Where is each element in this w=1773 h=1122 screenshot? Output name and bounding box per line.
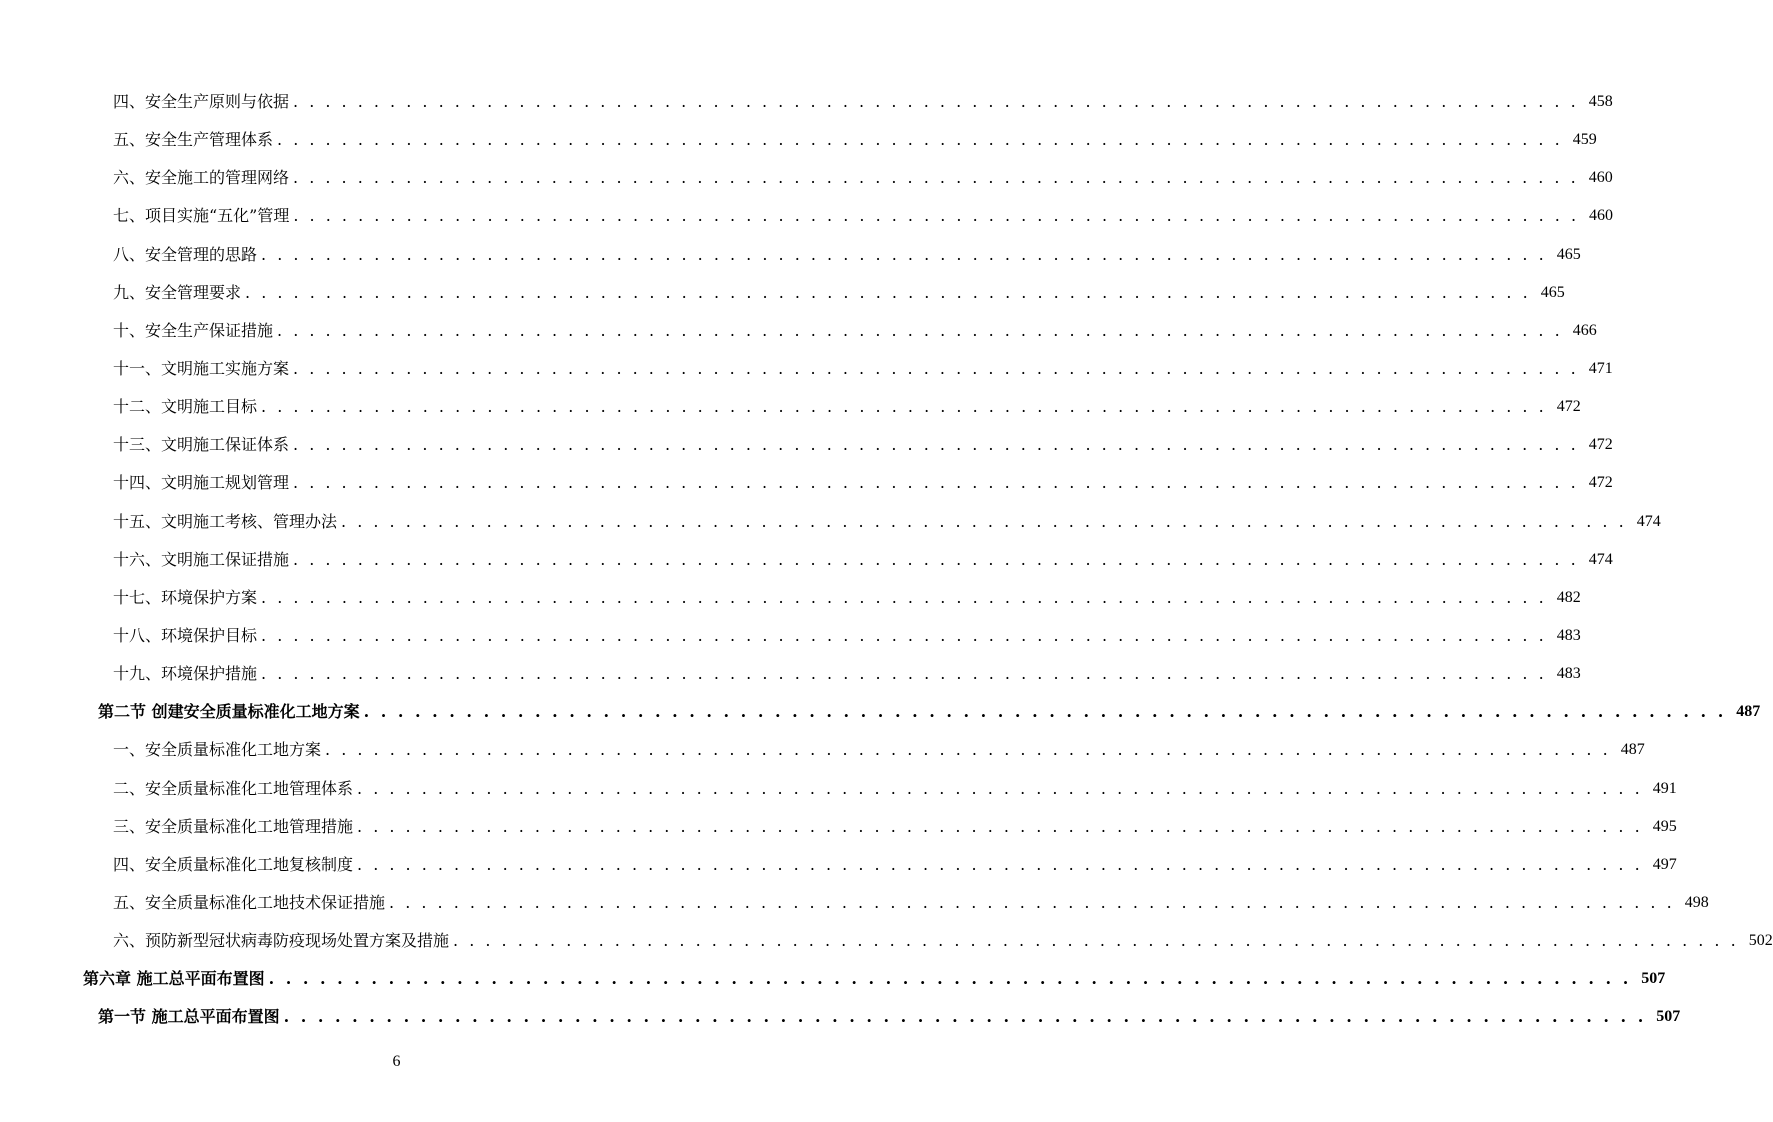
toc-entry-title: 二、安全质量标准化工地管理体系 bbox=[113, 778, 354, 798]
toc-entry-page: 487 bbox=[1736, 703, 1761, 721]
toc-entry-page: 507 bbox=[1656, 1008, 1681, 1026]
toc-entry-title: 第二节 创建安全质量标准化工地方案 bbox=[98, 702, 360, 722]
dot-leader: . . . . . . . . . . . . . . . . . . . . . . . . . . . . . . . . . . . . . . . . . . . . . . . . . . . . . . . . . . . . . . . . . . . . . . . . . . . . . . . . bbox=[453, 931, 1739, 951]
toc-entry[interactable] bbox=[0, 693, 1761, 731]
toc-entry-page: 483 bbox=[1556, 627, 1581, 645]
toc-entry[interactable] bbox=[0, 426, 1613, 464]
toc-entry[interactable] bbox=[0, 121, 1597, 159]
toc-entry-title: 四、安全生产原则与依据 bbox=[113, 92, 290, 112]
toc-entry-page: 474 bbox=[1588, 550, 1613, 568]
table-of-contents bbox=[0, 83, 1773, 1037]
toc-entry[interactable] bbox=[0, 312, 1597, 350]
toc-entry-title: 十七、环境保护方案 bbox=[113, 587, 258, 607]
dot-leader: . . . . . . . . . . . . . . . . . . . . . . . . . . . . . . . . . . . . . . . . . . . . . . . . . . . . . . . . . . . . . . . . . . . . . . . . . . . . . . . . bbox=[293, 206, 1580, 226]
dot-leader: . . . . . . . . . . . . . . . . . . . . . . . . . . . . . . . . . . . . . . . . . . . . . . . . . . . . . . . . . . . . . . . . . . . . . . . . . . . . . . . . bbox=[341, 511, 1627, 531]
dot-leader: . . . . . . . . . . . . . . . . . . . . . . . . . . . . . . . . . . . . . . . . . . . . . . . . . . . . . . . . . . . . . . . . . . . . . . . . . . . . . . . . bbox=[293, 168, 1579, 188]
toc-entry-title: 十八、环境保护目标 bbox=[113, 626, 258, 646]
toc-entry-title: 十、安全生产保证措施 bbox=[113, 320, 274, 340]
toc-entry-page: 465 bbox=[1556, 245, 1581, 263]
toc-entry-page: 472 bbox=[1588, 474, 1613, 492]
toc-entry[interactable] bbox=[0, 236, 1581, 274]
toc-entry[interactable] bbox=[0, 655, 1581, 693]
toc-entry-page: 482 bbox=[1556, 588, 1581, 606]
dot-leader: . . . . . . . . . . . . . . . . . . . . . . . . . . . . . . . . . . . . . . . . . . . . . . . . . . . . . . . . . . . . . . . . . . . . . . . . . . . . . . . . bbox=[389, 893, 1675, 913]
toc-entry[interactable] bbox=[0, 83, 1613, 121]
toc-entry[interactable] bbox=[0, 884, 1709, 922]
dot-leader: . . . . . . . . . . . . . . . . . . . . . . . . . . . . . . . . . . . . . . . . . . . . . . . . . . . . . . . . . . . . . . . . . . . . . . . . . . . . . . . . bbox=[268, 969, 1632, 989]
dot-leader: . . . . . . . . . . . . . . . . . . . . . . . . . . . . . . . . . . . . . . . . . . . . . . . . . . . . . . . . . . . . . . . . . . . . . . . . . . . . . . . . bbox=[293, 549, 1579, 569]
toc-entry-title: 一、安全质量标准化工地方案 bbox=[113, 740, 322, 760]
dot-leader: . . . . . . . . . . . . . . . . . . . . . . . . . . . . . . . . . . . . . . . . . . . . . . . . . . . . . . . . . . . . . . . . . . . . . . . . . . . . . . . . bbox=[293, 359, 1579, 379]
toc-entry-title: 十二、文明施工目标 bbox=[113, 397, 258, 417]
toc-entry-title: 六、安全施工的管理网络 bbox=[113, 168, 290, 188]
toc-entry-page: 497 bbox=[1652, 855, 1677, 873]
dot-leader: . . . . . . . . . . . . . . . . . . . . . . . . . . . . . . . . . . . . . . . . . . . . . . . . . . . . . . . . . . . . . . . . . . . . . . . . . . . . . . . . bbox=[293, 92, 1579, 112]
toc-entry-page: 465 bbox=[1540, 283, 1565, 301]
toc-entry-page: 472 bbox=[1556, 398, 1581, 416]
dot-leader: . . . . . . . . . . . . . . . . . . . . . . . . . . . . . . . . . . . . . . . . . . . . . . . . . . . . . . . . . . . . . . . . . . . . . . . . . . . . . . . . bbox=[357, 816, 1643, 836]
toc-entry[interactable] bbox=[0, 464, 1613, 502]
toc-entry-page: 466 bbox=[1572, 321, 1597, 339]
dot-leader: . . . . . . . . . . . . . . . . . . . . . . . . . . . . . . . . . . . . . . . . . . . . . . . . . . . . . . . . . . . . . . . . . . . . . . . . . . . . . . . . bbox=[261, 587, 1547, 607]
toc-entry-page: 460 bbox=[1589, 207, 1614, 225]
dot-leader: . . . . . . . . . . . . . . . . . . . . . . . . . . . . . . . . . . . . . . . . . . . . . . . . . . . . . . . . . . . . . . . . . . . . . . . . . . . . . . . . bbox=[245, 282, 1531, 302]
toc-entry-title: 十四、文明施工规划管理 bbox=[113, 473, 290, 493]
dot-leader: . . . . . . . . . . . . . . . . . . . . . . . . . . . . . . . . . . . . . . . . . . . . . . . . . . . . . . . . . . . . . . . . . . . . . . . . . . . . . . . . bbox=[277, 320, 1563, 340]
dot-leader: . . . . . . . . . . . . . . . . . . . . . . . . . . . . . . . . . . . . . . . . . . . . . . . . . . . . . . . . . . . . . . . . . . . . . . . . . . . . . . . . bbox=[293, 473, 1579, 493]
toc-entry-page: 507 bbox=[1641, 970, 1666, 988]
toc-entry[interactable] bbox=[0, 579, 1581, 617]
toc-entry-page: 502 bbox=[1748, 932, 1773, 950]
toc-entry[interactable] bbox=[0, 388, 1581, 426]
toc-entry-title: 十一、文明施工实施方案 bbox=[113, 359, 290, 379]
dot-leader: . . . . . . . . . . . . . . . . . . . . . . . . . . . . . . . . . . . . . . . . . . . . . . . . . . . . . . . . . . . . . . . . . . . . . . . . . . . . . . . . bbox=[325, 740, 1611, 760]
toc-entry-page: 483 bbox=[1556, 665, 1581, 683]
toc-entry[interactable] bbox=[0, 159, 1613, 197]
toc-entry-page: 459 bbox=[1572, 131, 1597, 149]
toc-entry-page: 474 bbox=[1636, 512, 1661, 530]
toc-entry[interactable] bbox=[0, 350, 1613, 388]
toc-entry-page: 495 bbox=[1652, 817, 1677, 835]
toc-entry-title: 十三、文明施工保证体系 bbox=[113, 435, 290, 455]
toc-entry-title: 十五、文明施工考核、管理办法 bbox=[113, 511, 338, 531]
toc-entry[interactable] bbox=[0, 960, 1666, 998]
dot-leader: . . . . . . . . . . . . . . . . . . . . . . . . . . . . . . . . . . . . . . . . . . . . . . . . . . . . . . . . . . . . . . . . . . . . . . . . . . . . . . . . bbox=[261, 664, 1547, 684]
toc-entry-title: 八、安全管理的思路 bbox=[113, 244, 258, 264]
dot-leader: . . . . . . . . . . . . . . . . . . . . . . . . . . . . . . . . . . . . . . . . . . . . . . . . . . . . . . . . . . . . . . . . . . . . . . . . . . . . . . . . bbox=[357, 778, 1643, 798]
toc-entry-page: 472 bbox=[1588, 436, 1613, 454]
toc-entry[interactable] bbox=[0, 770, 1677, 808]
toc-entry-title: 四、安全质量标准化工地复核制度 bbox=[113, 854, 354, 874]
toc-entry-title: 五、安全生产管理体系 bbox=[113, 130, 274, 150]
toc-entry-title: 十六、文明施工保证措施 bbox=[113, 549, 290, 569]
toc-entry[interactable] bbox=[0, 541, 1613, 579]
toc-entry-page: 471 bbox=[1588, 360, 1613, 378]
toc-entry-page: 460 bbox=[1588, 169, 1613, 187]
dot-leader: . . . . . . . . . . . . . . . . . . . . . . . . . . . . . . . . . . . . . . . . . . . . . . . . . . . . . . . . . . . . . . . . . . . . . . . . . . . . . . . . bbox=[261, 397, 1547, 417]
toc-entry[interactable] bbox=[0, 808, 1677, 846]
dot-leader: . . . . . . . . . . . . . . . . . . . . . . . . . . . . . . . . . . . . . . . . . . . . . . . . . . . . . . . . . . . . . . . . . . . . . . . . . . . . . . . . bbox=[363, 702, 1727, 722]
dot-leader: . . . . . . . . . . . . . . . . . . . . . . . . . . . . . . . . . . . . . . . . . . . . . . . . . . . . . . . . . . . . . . . . . . . . . . . . . . . . . . . . bbox=[261, 626, 1547, 646]
toc-entry-title: 六、预防新型冠状病毒防疫现场处置方案及措施 bbox=[113, 931, 450, 951]
toc-entry-title: 七、项目实施“五化”管理 bbox=[113, 206, 290, 226]
toc-entry-title: 十九、环境保护措施 bbox=[113, 664, 258, 684]
toc-entry-title: 第一节 施工总平面布置图 bbox=[98, 1007, 280, 1027]
dot-leader: . . . . . . . . . . . . . . . . . . . . . . . . . . . . . . . . . . . . . . . . . . . . . . . . . . . . . . . . . . . . . . . . . . . . . . . . . . . . . . . . bbox=[283, 1007, 1647, 1027]
dot-leader: . . . . . . . . . . . . . . . . . . . . . . . . . . . . . . . . . . . . . . . . . . . . . . . . . . . . . . . . . . . . . . . . . . . . . . . . . . . . . . . . bbox=[357, 854, 1643, 874]
toc-entry[interactable] bbox=[0, 922, 1773, 960]
toc-entry-page: 458 bbox=[1588, 93, 1613, 111]
toc-entry-title: 第六章 施工总平面布置图 bbox=[83, 969, 265, 989]
toc-entry[interactable] bbox=[0, 197, 1614, 235]
toc-entry-page: 491 bbox=[1652, 779, 1677, 797]
dot-leader: . . . . . . . . . . . . . . . . . . . . . . . . . . . . . . . . . . . . . . . . . . . . . . . . . . . . . . . . . . . . . . . . . . . . . . . . . . . . . . . . bbox=[293, 435, 1579, 455]
toc-entry[interactable] bbox=[0, 731, 1645, 769]
toc-entry-page: 487 bbox=[1620, 741, 1645, 759]
toc-entry-title: 九、安全管理要求 bbox=[113, 282, 242, 302]
dot-leader: . . . . . . . . . . . . . . . . . . . . . . . . . . . . . . . . . . . . . . . . . . . . . . . . . . . . . . . . . . . . . . . . . . . . . . . . . . . . . . . . bbox=[277, 130, 1563, 150]
toc-entry[interactable] bbox=[0, 274, 1565, 312]
toc-entry-title: 三、安全质量标准化工地管理措施 bbox=[113, 816, 354, 836]
dot-leader: . . . . . . . . . . . . . . . . . . . . . . . . . . . . . . . . . . . . . . . . . . . . . . . . . . . . . . . . . . . . . . . . . . . . . . . . . . . . . . . . bbox=[261, 244, 1547, 264]
toc-entry-page: 498 bbox=[1684, 894, 1709, 912]
page-number: 6 bbox=[392, 1053, 401, 1070]
toc-entry[interactable] bbox=[0, 503, 1661, 541]
toc-entry[interactable] bbox=[0, 998, 1681, 1036]
toc-entry-title: 五、安全质量标准化工地技术保证措施 bbox=[113, 893, 386, 913]
toc-entry[interactable] bbox=[0, 617, 1581, 655]
toc-entry[interactable] bbox=[0, 846, 1677, 884]
